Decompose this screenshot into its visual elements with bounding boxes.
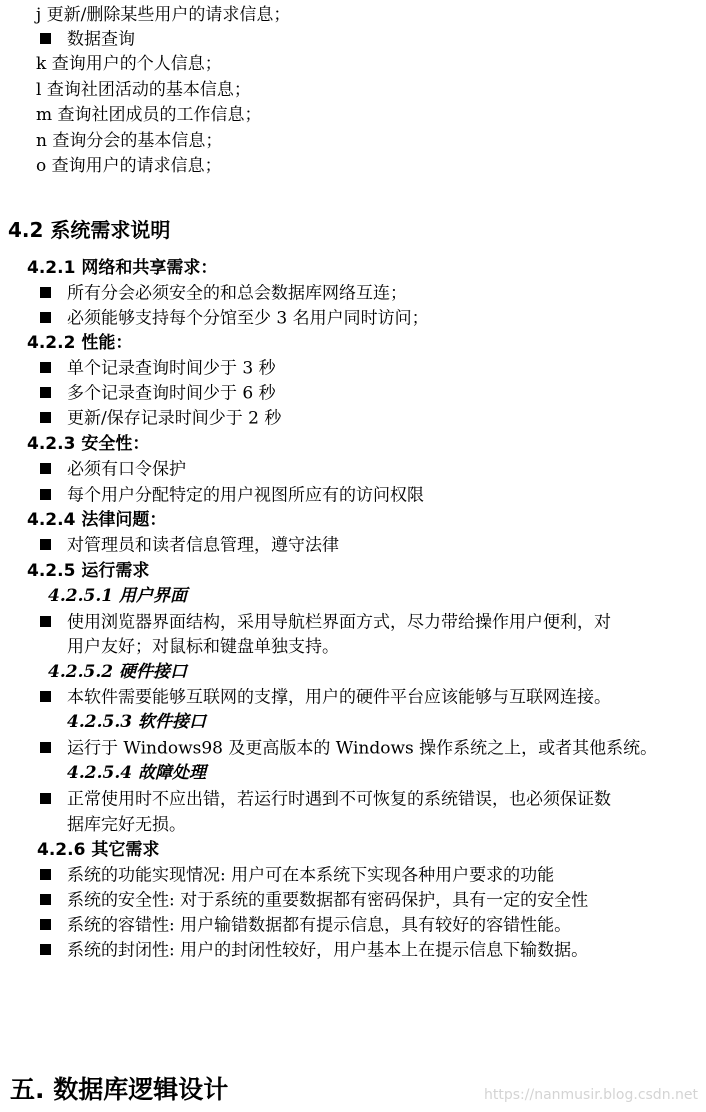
bullet-item xyxy=(40,686,611,709)
square-bullet-icon xyxy=(40,894,51,905)
subsection-heading: 4.2.4 法律问题： xyxy=(27,510,167,530)
square-bullet-icon xyxy=(40,539,51,550)
subsubsection-heading: 4.2.5.1 用户界面 xyxy=(48,586,187,606)
bullet-item xyxy=(40,484,424,507)
subsection-heading: 4.2.1 网络和共享需求： xyxy=(27,258,218,278)
bullet-item xyxy=(40,28,135,51)
square-bullet-icon xyxy=(40,387,51,398)
square-bullet-icon xyxy=(40,463,51,474)
subsection-heading: 4.2.2 性能： xyxy=(27,333,133,353)
square-bullet-icon xyxy=(40,312,51,323)
bullet-text: 数据查询 xyxy=(67,29,135,50)
list-item: n 查询分会的基本信息； xyxy=(36,131,223,151)
bullet-text: 系统的安全性: 对于系统的重要数据都有密码保护，具有一定的安全性 xyxy=(67,890,589,911)
list-item: j 更新/删除某些用户的请求信息； xyxy=(36,5,291,25)
subsubsection-heading: 4.2.5.2 硬件接口 xyxy=(48,662,187,682)
bullet-text: 更新/保存记录时间少于 2 秒 xyxy=(67,408,282,429)
square-bullet-icon xyxy=(40,362,51,373)
bullet-item xyxy=(40,864,554,887)
chapter-heading: 五. 数据库逻辑设计 xyxy=(10,1075,229,1104)
square-bullet-icon xyxy=(40,412,51,423)
square-bullet-icon xyxy=(40,691,51,702)
subsection-heading: 4.2.6 其它需求 xyxy=(37,840,160,860)
bullet-item xyxy=(40,307,429,330)
bullet-text: 所有分会必须安全的和总会数据库网络互连； xyxy=(67,283,407,304)
square-bullet-icon xyxy=(40,33,51,44)
bullet-text: 对管理员和读者信息管理，遵守法律 xyxy=(67,535,339,556)
list-item: l 查询社团活动的基本信息； xyxy=(36,80,251,100)
square-bullet-icon xyxy=(40,287,51,298)
bullet-item xyxy=(40,407,281,430)
bullet-item xyxy=(40,382,276,405)
bullet-item xyxy=(40,914,571,937)
bullet-item xyxy=(40,357,276,380)
section-heading: 4.2 系统需求说明 xyxy=(8,218,171,242)
bullet-item xyxy=(40,611,611,634)
subsection-heading: 4.2.5 运行需求 xyxy=(27,561,150,581)
square-bullet-icon xyxy=(40,616,51,627)
bullet-text: 必须能够支持每个分馆至少 3 名用户同时访问； xyxy=(67,308,429,329)
bullet-text-continuation: 用户友好；对鼠标和键盘单独支持。 xyxy=(67,637,339,657)
square-bullet-icon xyxy=(40,944,51,955)
square-bullet-icon xyxy=(40,793,51,804)
bullet-text: 多个记录查询时间少于 6 秒 xyxy=(67,383,276,404)
bullet-text: 使用浏览器界面结构，采用导航栏界面方式，尽力带给操作用户便利，对 xyxy=(67,612,611,633)
bullet-text: 运行于 Windows98 及更高版本的 Windows 操作系统之上，或者其他系统。 xyxy=(67,738,658,759)
bullet-item xyxy=(40,282,407,305)
bullet-text: 系统的容错性: 用户输错数据都有提示信息，具有较好的容错性能。 xyxy=(67,915,572,936)
bullet-text: 本软件需要能够互联网的支撑，用户的硬件平台应该能够与互联网连接。 xyxy=(67,687,611,708)
subsection-heading: 4.2.3 安全性： xyxy=(27,434,150,454)
list-item: k 查询用户的个人信息； xyxy=(36,54,222,74)
bullet-text-continuation: 据库完好无损。 xyxy=(67,815,186,835)
square-bullet-icon xyxy=(40,489,51,500)
bullet-text: 必须有口令保护 xyxy=(67,459,186,480)
bullet-item xyxy=(40,458,186,481)
watermark-text: https://nanmusir.blog.csdn.net xyxy=(484,1087,698,1103)
bullet-item xyxy=(40,788,611,811)
square-bullet-icon xyxy=(40,742,51,753)
subsubsection-heading: 4.2.5.4 故障处理 xyxy=(67,763,206,783)
bullet-item xyxy=(40,939,588,962)
bullet-text: 系统的封闭性: 用户的封闭性较好，用户基本上在提示信息下输数据。 xyxy=(67,940,589,961)
subsubsection-heading: 4.2.5.3 软件接口 xyxy=(67,712,206,732)
bullet-text: 正常使用时不应出错，若运行时遇到不可恢复的系统错误，也必须保证数 xyxy=(67,789,611,810)
bullet-text: 单个记录查询时间少于 3 秒 xyxy=(67,358,276,379)
bullet-item xyxy=(40,889,588,912)
bullet-text: 系统的功能实现情况: 用户可在本系统下实现各种用户要求的功能 xyxy=(67,865,555,886)
list-item: o 查询用户的请求信息； xyxy=(36,156,222,176)
square-bullet-icon xyxy=(40,869,51,880)
bullet-item xyxy=(40,737,657,760)
square-bullet-icon xyxy=(40,919,51,930)
list-item: m 查询社团成员的工作信息； xyxy=(36,105,262,125)
bullet-text: 每个用户分配特定的用户视图所应有的访问权限 xyxy=(67,485,424,506)
bullet-item xyxy=(40,534,339,557)
